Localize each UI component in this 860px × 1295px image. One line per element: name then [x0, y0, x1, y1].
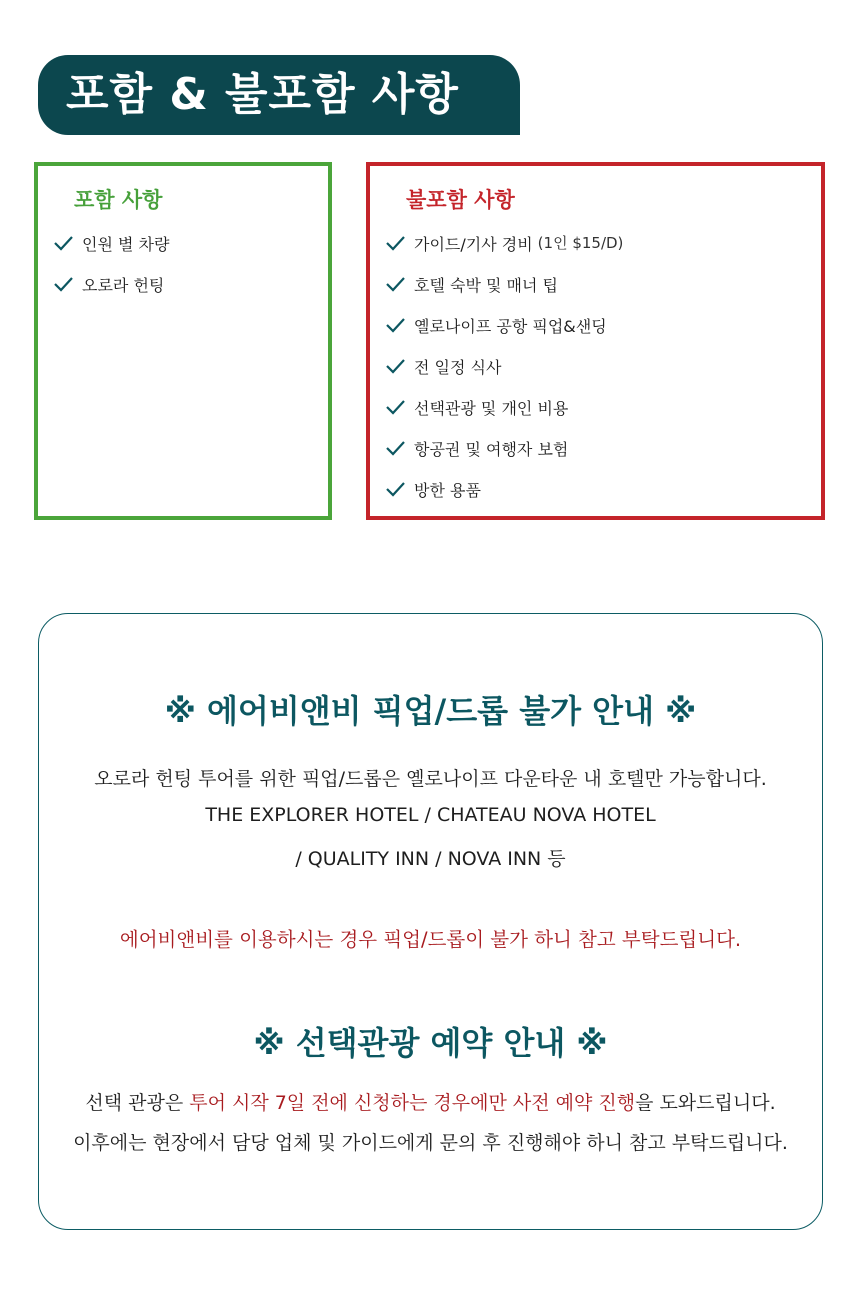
- section-banner-title: 포함 & 불포함 사항: [38, 55, 520, 135]
- list-item-note: (1인 $15/D): [537, 234, 624, 252]
- list-item-label: 호텔 숙박 및 매너 팁: [414, 276, 558, 295]
- list-item-label: 항공권 및 여행자 보험: [414, 440, 569, 459]
- excluded-box: [366, 162, 825, 520]
- list-item: [384, 478, 623, 519]
- list-item-label: 인원 별 차량: [82, 235, 170, 254]
- check-icon: [52, 234, 74, 252]
- list-item: [384, 437, 623, 478]
- optional-tour-suffix: 을 도와드립니다.: [635, 1092, 776, 1114]
- optional-tour-title: ※ 선택관광 예약 안내 ※: [253, 1024, 608, 1062]
- notice-panel: [38, 613, 823, 1230]
- list-item: [52, 232, 169, 273]
- list-item: [384, 396, 623, 437]
- list-item-label: 방한 용품: [414, 481, 481, 500]
- list-item-label: 옐로나이프 공항 픽업&샌딩: [414, 317, 607, 336]
- hotel-list-line: THE EXPLORER HOTEL / CHATEAU NOVA HOTEL: [205, 804, 656, 826]
- check-icon: [384, 234, 406, 252]
- check-icon: [52, 275, 74, 293]
- included-list: [52, 232, 169, 314]
- list-item: [384, 355, 623, 396]
- check-icon: [384, 357, 406, 375]
- optional-tour-line: [39, 1088, 822, 1115]
- list-item: [384, 273, 623, 314]
- included-box: [34, 162, 332, 520]
- optional-tour-line: 이후에는 현장에서 담당 업체 및 가이드에게 문의 후 진행해야 하니 참고 부탁드립니다.: [73, 1132, 788, 1154]
- check-icon: [384, 275, 406, 293]
- list-item-label: 가이드/기사 경비: [414, 235, 533, 254]
- list-item-label: 전 일정 식사: [414, 358, 502, 377]
- excluded-list: [384, 232, 623, 519]
- airbnb-notice-line: 오로라 헌팅 투어를 위한 픽업/드롭은 옐로나이프 다운타운 내 호텔만 가능합니다.: [94, 768, 767, 790]
- list-item-label: 선택관광 및 개인 비용: [414, 399, 569, 418]
- list-item-label: 오로라 헌팅: [82, 276, 165, 295]
- check-icon: [384, 316, 406, 334]
- list-item: [384, 232, 623, 273]
- included-title: 포함 사항: [74, 188, 163, 212]
- list-item: [384, 314, 623, 355]
- airbnb-warning: 에어비앤비를 이용하시는 경우 픽업/드롭이 불가 하니 참고 부탁드립니다.: [119, 928, 742, 951]
- optional-tour-prefix: 선택 관광은: [85, 1092, 190, 1114]
- check-icon: [384, 439, 406, 457]
- hotel-list-line: / QUALITY INN / NOVA INN 등: [295, 848, 566, 870]
- check-icon: [384, 480, 406, 498]
- check-icon: [384, 398, 406, 416]
- optional-tour-highlight: 투어 시작 7일 전에 신청하는 경우에만 사전 예약 진행: [189, 1092, 636, 1114]
- airbnb-notice-title: ※ 에어비앤비 픽업/드롭 불가 안내 ※: [164, 692, 697, 730]
- excluded-title: 불포함 사항: [406, 188, 515, 212]
- list-item: [52, 273, 169, 314]
